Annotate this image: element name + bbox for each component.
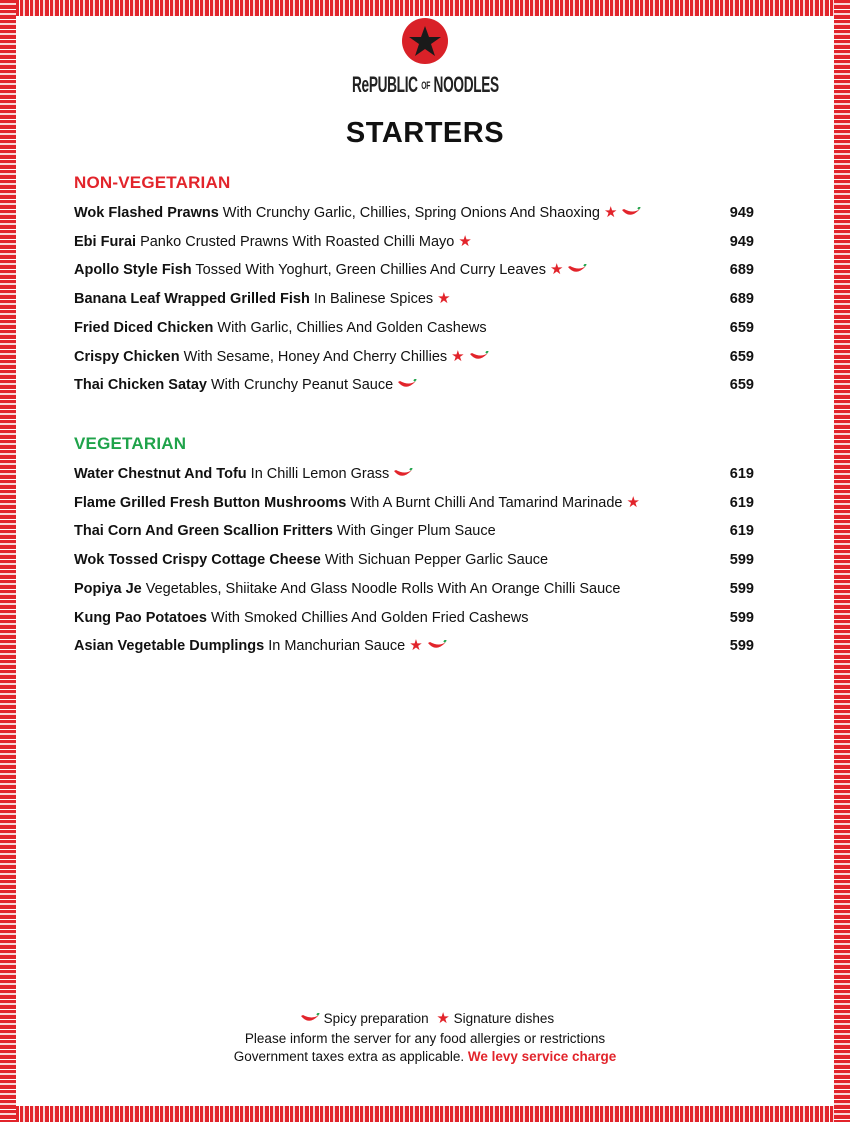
service-charge-note: We levy service charge [467, 1049, 617, 1064]
allergy-note: Please inform the server for any food allergies or restrictions [244, 1031, 606, 1046]
chilli-icon [300, 1012, 320, 1030]
menu-item-description: In Balinese Spices [309, 291, 434, 308]
star-icon: ★ [550, 261, 564, 279]
menu-item-price: 599 [729, 638, 754, 655]
border-bottom [0, 1106, 850, 1122]
menu-item-description: With Crunchy Garlic, Chillies, Spring Onions And Shaoxing [218, 205, 600, 221]
menu-item [74, 346, 754, 368]
menu-item-name: Ebi Furai [74, 233, 137, 250]
menu-item-description: With Sesame, Honey And Cherry Chillies [179, 348, 448, 365]
menu-item-price: 659 [729, 348, 754, 365]
brand-word-2: NOODLES [433, 72, 499, 97]
menu-item-name: Fried Diced Chicken [74, 319, 214, 336]
menu-item-name: Popiya Je [74, 580, 142, 597]
menu-item-description: In Chilli Lemon Grass [246, 466, 390, 482]
menu-item-description: With Garlic, Chillies And Golden Cashews [213, 319, 487, 336]
menu-item-price: 689 [729, 262, 754, 279]
menu-item-price: 599 [729, 580, 754, 597]
menu-item-name: Kung Pao Potatoes [74, 609, 207, 626]
border-top [0, 0, 850, 16]
menu-item-price: 949 [729, 205, 754, 221]
menu-item-description: With Ginger Plum Sauce [332, 523, 496, 540]
tax-note [0, 1048, 850, 1066]
star-icon: ★ [436, 1010, 450, 1027]
menu-item-name: Flame Grilled Fresh Button Mushrooms [74, 494, 347, 511]
menu-item [74, 463, 754, 485]
menu-item-price: 659 [729, 377, 754, 394]
legend [0, 1010, 850, 1030]
menu-item-price: 599 [729, 552, 754, 569]
legend-spicy-label: Spicy preparation [323, 1011, 429, 1026]
menu-item-price: 619 [729, 466, 754, 482]
menu-item-description: With Sichuan Pepper Garlic Sauce [320, 552, 549, 569]
menu-item [74, 607, 754, 629]
menu-item [74, 492, 754, 514]
chilli-icon [397, 376, 417, 398]
menu-item-name: Wok Flashed Prawns [74, 205, 219, 221]
page-title: STARTERS [345, 117, 505, 149]
menu-item [74, 520, 754, 542]
menu-item-price: 619 [729, 494, 754, 511]
menu-item-description: With Smoked Chillies And Golden Fried Cashews [206, 609, 529, 626]
star-icon: ★ [437, 290, 451, 308]
star-dragon-logo-icon [402, 18, 448, 64]
menu-item-name: Apollo Style Fish [74, 262, 192, 279]
menu-item-description: Panko Crusted Prawns With Roasted Chilli Mayo [136, 233, 455, 250]
menu-item-name: Banana Leaf Wrapped Grilled Fish [74, 291, 310, 308]
menu-item [74, 578, 754, 600]
border-right [834, 0, 850, 1122]
menu-item [74, 549, 754, 571]
brand-logo [0, 18, 850, 98]
menu-item-name: Water Chestnut And Tofu [74, 466, 247, 482]
menu-item-description: Tossed With Yoghurt, Green Chillies And Curry Leaves [191, 262, 546, 279]
chilli-icon [621, 204, 641, 226]
star-icon: ★ [626, 493, 640, 511]
border-left [0, 0, 16, 1122]
menu-item [74, 259, 754, 281]
menu-item-name: Thai Corn And Green Scallion Fritters [74, 523, 333, 540]
menu-item-description: Vegetables, Shiitake And Glass Noodle Rolls With An Orange Chilli Sauce [141, 580, 621, 597]
chilli-icon [567, 261, 587, 283]
section-title-non-vegetarian: NON-VEGETARIAN [74, 173, 231, 192]
star-icon: ★ [409, 637, 423, 655]
chilli-icon [393, 465, 413, 487]
menu-item-description: With Crunchy Peanut Sauce [206, 377, 394, 394]
menu-item [74, 288, 754, 310]
brand-word-of: OF [420, 80, 430, 93]
menu-item-price: 619 [729, 523, 754, 540]
menu-item-name: Wok Tossed Crispy Cottage Cheese [74, 552, 321, 569]
star-icon: ★ [458, 232, 472, 250]
menu-item-price: 689 [729, 291, 754, 308]
menu-item-price: 659 [729, 319, 754, 336]
menu-item [74, 635, 754, 657]
menu-item-name: Crispy Chicken [74, 348, 180, 365]
footer [0, 1010, 850, 1066]
brand-wordmark [352, 72, 499, 98]
menu-item-price: 949 [729, 233, 754, 250]
menu-item [74, 202, 754, 224]
chilli-icon [427, 637, 447, 659]
menu-item-name: Thai Chicken Satay [74, 377, 207, 394]
chilli-icon [469, 348, 489, 370]
brand-word-1: RePUBLIC [351, 72, 418, 97]
menu-item-price: 599 [729, 609, 754, 626]
tax-note-text: Government taxes extra as applicable. [233, 1049, 465, 1064]
menu-item [74, 374, 754, 396]
star-icon: ★ [603, 204, 618, 221]
menu-item-name: Asian Vegetable Dumplings [74, 638, 265, 655]
legend-signature-label: Signature dishes [453, 1011, 555, 1026]
menu-item [74, 317, 754, 339]
section-title-vegetarian: VEGETARIAN [74, 434, 187, 453]
menu-item-description: In Manchurian Sauce [264, 638, 406, 655]
star-icon: ★ [451, 347, 465, 365]
menu-item-description: With A Burnt Chilli And Tamarind Marinade [346, 494, 623, 511]
menu-item [74, 231, 754, 253]
